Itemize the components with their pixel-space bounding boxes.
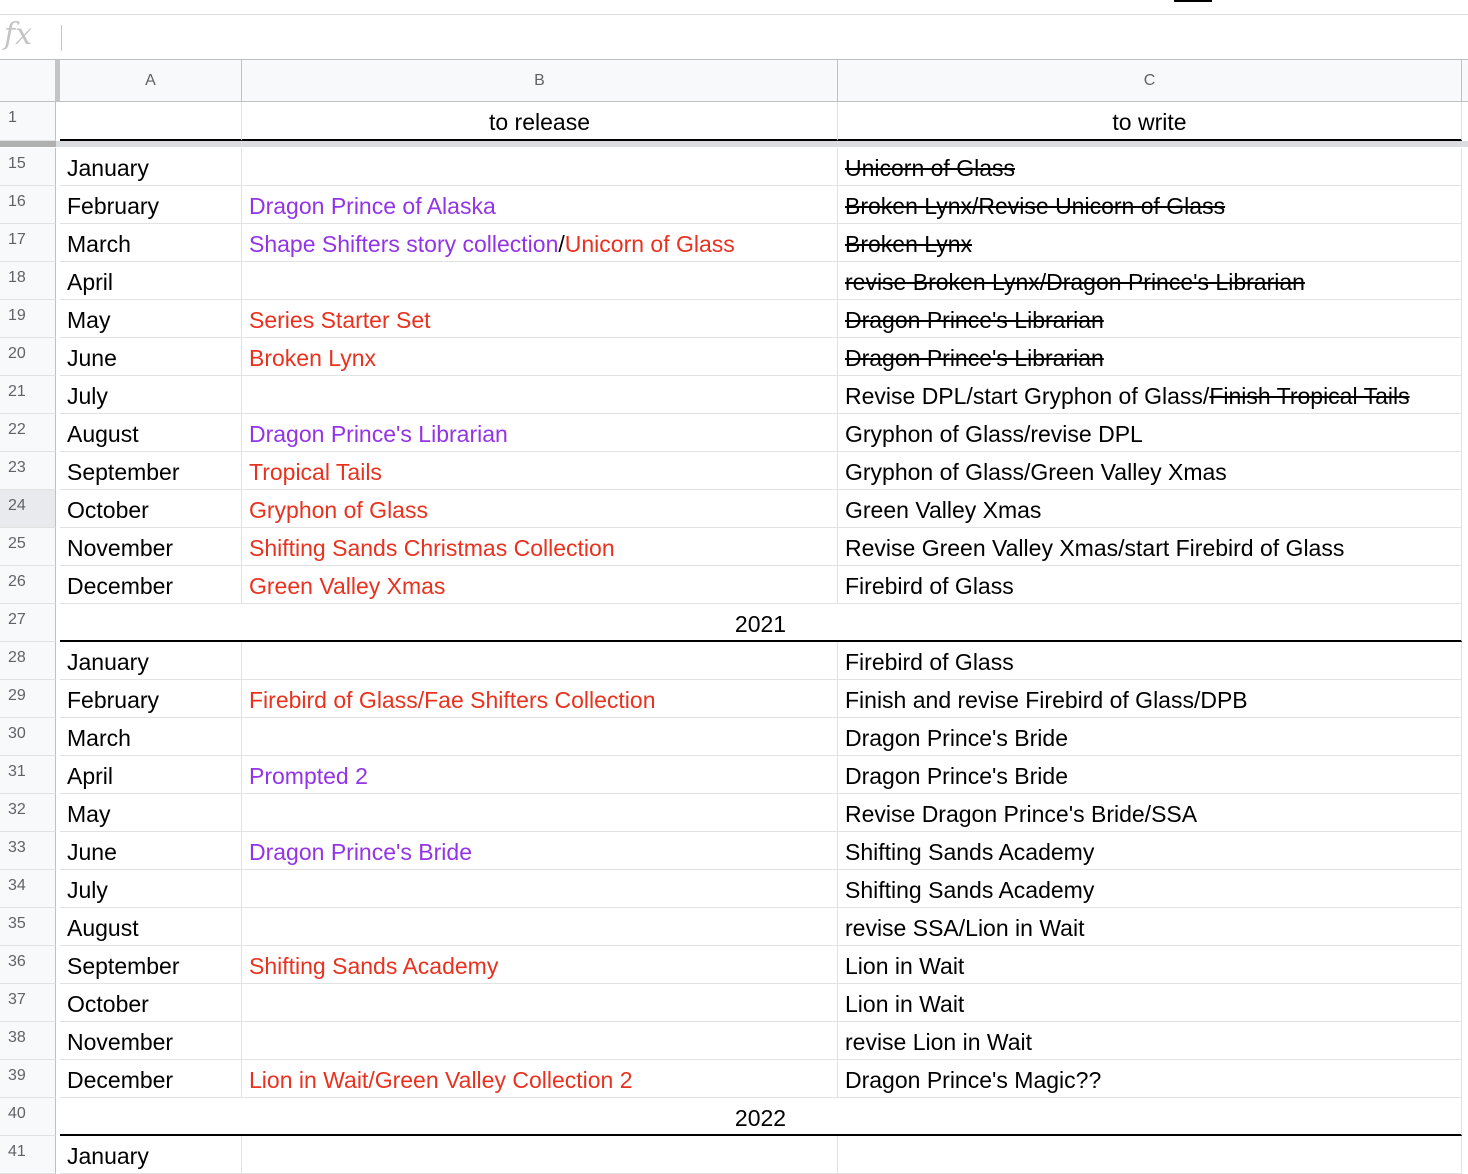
row-number-label: 26 (8, 573, 26, 590)
write-cell[interactable] (838, 984, 1462, 1022)
column-header-a[interactable]: A (60, 60, 242, 101)
row-number[interactable] (0, 1022, 56, 1060)
cell-text: July (67, 383, 108, 409)
write-cell[interactable] (838, 414, 1462, 452)
release-cell[interactable] (242, 718, 838, 756)
cell-text-run: Unicorn of Glass (564, 231, 735, 257)
release-cell[interactable] (242, 528, 838, 566)
write-cell[interactable] (838, 718, 1462, 756)
release-cell[interactable] (242, 832, 838, 870)
cell-text-run: revise SSA/Lion in Wait (845, 915, 1085, 941)
month-cell[interactable] (60, 376, 242, 414)
cell-text: October (67, 991, 149, 1017)
write-cell[interactable] (838, 262, 1462, 300)
cell-text-run: Green Valley Xmas (845, 497, 1042, 523)
cell-text-run: Dragon Prince of Alaska (249, 193, 496, 219)
cell-text-run: Tropical Tails (249, 459, 382, 485)
cell-text: to write (1112, 109, 1187, 135)
row-number[interactable] (0, 794, 56, 832)
row-number-label: 17 (8, 231, 26, 248)
row-number-label: 16 (8, 193, 26, 210)
row-number[interactable] (0, 870, 56, 908)
write-cell[interactable] (838, 1136, 1462, 1174)
row-number-label: 41 (8, 1143, 26, 1160)
top-toolbar-strip (0, 0, 1468, 15)
cell-text-run: Broken Lynx/Revise Unicorn of Glass (845, 193, 1226, 219)
cell-text-run: Dragon Prince's Magic?? (845, 1067, 1102, 1093)
release-cell[interactable] (242, 300, 838, 338)
write-cell[interactable] (838, 490, 1462, 528)
month-cell[interactable] (60, 1060, 242, 1098)
frozen-divider-handle[interactable] (0, 141, 56, 147)
year-divider-cell[interactable] (60, 1098, 1462, 1136)
column-header-c[interactable]: C (838, 60, 1462, 101)
row-number[interactable] (0, 642, 56, 680)
cell-text: September (67, 953, 180, 979)
row-number[interactable] (0, 300, 56, 338)
cell-text: January (67, 1143, 149, 1169)
row-number-label: 37 (8, 991, 26, 1008)
row-number[interactable] (0, 604, 56, 642)
cell-text: January (67, 649, 149, 675)
row-number-label: 35 (8, 915, 26, 932)
cell-text: November (67, 1029, 174, 1055)
write-cell[interactable] (838, 870, 1462, 908)
row-number-label: 23 (8, 459, 26, 476)
row-number-label: 40 (8, 1105, 26, 1122)
cell-text-run: Lion in Wait/Green Valley Collection 2 (249, 1067, 633, 1093)
row-number-label: 29 (8, 687, 26, 704)
cell-text-run: Dragon Prince's Bride (845, 725, 1068, 751)
row-number[interactable] (0, 490, 56, 528)
write-cell[interactable] (838, 832, 1462, 870)
release-cell[interactable] (242, 338, 838, 376)
row-number-label: 33 (8, 839, 26, 856)
row-number[interactable] (0, 566, 56, 604)
row-number-label: 18 (8, 269, 26, 286)
cell-text: December (67, 1067, 174, 1093)
year-label: 2022 (734, 1105, 787, 1131)
row-number[interactable] (0, 414, 56, 452)
month-cell[interactable] (60, 642, 242, 680)
cell-text-run: Finish Tropical Tails (1209, 383, 1410, 409)
month-cell[interactable] (60, 490, 242, 528)
formula-input[interactable] (72, 21, 1452, 53)
release-cell[interactable] (242, 224, 838, 262)
row-number-label: 24 (8, 497, 26, 514)
release-cell[interactable] (242, 566, 838, 604)
write-cell[interactable] (838, 756, 1462, 794)
release-cell[interactable] (242, 1060, 838, 1098)
write-cell[interactable] (838, 186, 1462, 224)
month-cell[interactable] (60, 794, 242, 832)
row-number[interactable] (0, 832, 56, 870)
write-cell[interactable] (838, 566, 1462, 604)
row-number[interactable] (0, 756, 56, 794)
row-number-label: 39 (8, 1067, 26, 1084)
cell-text: April (67, 763, 114, 789)
cell-text-run: Revise DPL/start Gryphon of Glass/ (845, 383, 1210, 409)
frozen-row-divider[interactable] (0, 141, 1468, 147)
row-number[interactable] (0, 1098, 56, 1136)
write-cell[interactable] (838, 300, 1462, 338)
cell-text-run: Prompted 2 (249, 763, 368, 789)
cell-text: November (67, 535, 174, 561)
cell-text-run: Firebird of Glass (845, 649, 1014, 675)
month-cell[interactable] (60, 338, 242, 376)
cell-text-run: Gryphon of Glass (249, 497, 428, 523)
header-cell-a[interactable] (60, 102, 242, 141)
release-cell[interactable] (242, 414, 838, 452)
row-number-label: 20 (8, 345, 26, 362)
write-cell[interactable] (838, 338, 1462, 376)
month-cell[interactable] (60, 908, 242, 946)
write-cell[interactable] (838, 680, 1462, 718)
row-number-label: 28 (8, 649, 26, 666)
header-cell-to-write[interactable] (838, 102, 1462, 141)
row-number-label: 27 (8, 611, 26, 628)
row-number[interactable] (0, 984, 56, 1022)
row-number[interactable] (0, 528, 56, 566)
row-number-label: 36 (8, 953, 26, 970)
row-number[interactable] (0, 908, 56, 946)
cell-text: to release (488, 109, 590, 135)
cell-text-run: revise Broken Lynx/Dragon Prince's Librarian (845, 269, 1305, 295)
month-cell[interactable] (60, 756, 242, 794)
release-cell[interactable] (242, 452, 838, 490)
cell-text: August (67, 915, 139, 941)
cell-text: February (67, 193, 160, 219)
cell-text-run: Revise Green Valley Xmas/start Firebird of Glass (845, 535, 1345, 561)
write-cell[interactable] (838, 452, 1462, 490)
release-cell[interactable] (242, 946, 838, 984)
cell-text-run: Finish and revise Firebird of Glass/DPB (845, 687, 1248, 713)
cell-text: May (67, 307, 111, 333)
cell-text-run: Gryphon of Glass/Green Valley Xmas (845, 459, 1227, 485)
row-number-label: 19 (8, 307, 26, 324)
release-cell[interactable] (242, 148, 838, 186)
release-cell[interactable] (242, 1136, 838, 1174)
cell-text-run: Dragon Prince's Bride (249, 839, 472, 865)
cell-text-run: / (558, 231, 565, 257)
release-cell[interactable] (242, 642, 838, 680)
cell-text-run: Lion in Wait (845, 991, 965, 1017)
write-cell[interactable] (838, 224, 1462, 262)
row-number-label: 25 (8, 535, 26, 552)
release-cell[interactable] (242, 376, 838, 414)
month-cell[interactable] (60, 262, 242, 300)
month-cell[interactable] (60, 946, 242, 984)
row-number[interactable] (0, 1060, 56, 1098)
row-number-label: 15 (8, 155, 26, 172)
month-cell[interactable] (60, 1136, 242, 1174)
cell-text-run: Lion in Wait (845, 953, 965, 979)
month-cell[interactable] (60, 718, 242, 756)
cell-text: August (67, 421, 139, 447)
cell-text-run: Unicorn of Glass (845, 155, 1016, 181)
write-cell[interactable] (838, 908, 1462, 946)
row-number-label: 30 (8, 725, 26, 742)
month-cell[interactable] (60, 984, 242, 1022)
row-number[interactable] (0, 224, 56, 262)
row-number-label: 38 (8, 1029, 26, 1046)
row-number[interactable] (0, 338, 56, 376)
year-label: 2021 (734, 611, 787, 637)
formula-bar (0, 15, 1468, 60)
cell-text: September (67, 459, 180, 485)
cell-text: June (67, 345, 117, 371)
release-cell[interactable] (242, 186, 838, 224)
cell-text-run: Shifting Sands Academy (249, 953, 499, 979)
cell-text: December (67, 573, 174, 599)
formula-bar-divider (61, 25, 62, 51)
write-cell[interactable] (838, 946, 1462, 984)
column-header-row (0, 60, 1468, 102)
release-cell[interactable] (242, 1022, 838, 1060)
month-cell[interactable] (60, 1022, 242, 1060)
cell-text-run: Shifting Sands Academy (845, 877, 1095, 903)
write-cell[interactable] (838, 642, 1462, 680)
select-all-corner[interactable] (0, 60, 60, 101)
row-number[interactable] (0, 452, 56, 490)
cell-text-run: Dragon Prince's Librarian (249, 421, 508, 447)
write-cell[interactable] (838, 148, 1462, 186)
write-cell[interactable] (838, 528, 1462, 566)
release-cell[interactable] (242, 490, 838, 528)
month-cell[interactable] (60, 186, 242, 224)
write-cell[interactable] (838, 794, 1462, 832)
release-cell[interactable] (242, 756, 838, 794)
release-cell[interactable] (242, 984, 838, 1022)
cell-text: March (67, 231, 131, 257)
row-number[interactable] (0, 718, 56, 756)
row-number-label: 1 (8, 109, 17, 126)
cell-text-run: Broken Lynx (845, 231, 972, 257)
cell-text-run: Dragon Prince's Bride (845, 763, 1068, 789)
write-cell[interactable] (838, 376, 1462, 414)
cell-text-run: Broken Lynx (249, 345, 376, 371)
cell-text-run: Green Valley Xmas (249, 573, 446, 599)
column-header-b[interactable]: B (242, 60, 838, 101)
row-number[interactable] (0, 1136, 56, 1174)
release-cell[interactable] (242, 680, 838, 718)
cell-text: April (67, 269, 114, 295)
cell-text-run: Revise Dragon Prince's Bride/SSA (845, 801, 1198, 827)
release-cell[interactable] (242, 908, 838, 946)
row-number[interactable] (0, 946, 56, 984)
cell-text-run: Dragon Prince's Librarian (845, 345, 1104, 371)
cell-text-run: Gryphon of Glass/revise DPL (845, 421, 1143, 447)
cell-text-run: Firebird of Glass/Fae Shifters Collection (249, 687, 656, 713)
row-number-label: 22 (8, 421, 26, 438)
cell-text-run: revise Lion in Wait (845, 1029, 1033, 1055)
month-cell[interactable] (60, 452, 242, 490)
toolbar-indicator (1174, 0, 1212, 2)
month-cell[interactable] (60, 870, 242, 908)
month-cell[interactable] (60, 680, 242, 718)
month-cell[interactable] (60, 528, 242, 566)
cell-text-run: Shape Shifters story collection (249, 231, 559, 257)
release-cell[interactable] (242, 870, 838, 908)
write-cell[interactable] (838, 1022, 1462, 1060)
cell-text-run: Dragon Prince's Librarian (845, 307, 1104, 333)
cell-text: February (67, 687, 160, 713)
cell-text: July (67, 877, 108, 903)
row-number[interactable] (0, 376, 56, 414)
row-number[interactable] (0, 186, 56, 224)
row-number[interactable] (0, 148, 56, 186)
month-cell[interactable] (60, 224, 242, 262)
row-number[interactable] (0, 680, 56, 718)
cell-text-run: Series Starter Set (249, 307, 431, 333)
month-cell[interactable] (60, 148, 242, 186)
cell-text: March (67, 725, 131, 751)
month-cell[interactable] (60, 566, 242, 604)
row-number-label: 32 (8, 801, 26, 818)
fx-icon: fx (4, 17, 33, 52)
cell-text: October (67, 497, 149, 523)
write-cell[interactable] (838, 1060, 1462, 1098)
release-cell[interactable] (242, 794, 838, 832)
cell-text-run: Firebird of Glass (845, 573, 1014, 599)
month-cell[interactable] (60, 414, 242, 452)
cell-text: January (67, 155, 149, 181)
row-number-label: 31 (8, 763, 26, 780)
cell-text-run: Shifting Sands Academy (845, 839, 1095, 865)
month-cell[interactable] (60, 300, 242, 338)
year-divider-cell[interactable] (60, 604, 1462, 642)
cell-text: May (67, 801, 111, 827)
row-number-label: 34 (8, 877, 26, 894)
release-cell[interactable] (242, 262, 838, 300)
row-number[interactable] (0, 262, 56, 300)
header-cell-to-release[interactable] (242, 102, 838, 141)
month-cell[interactable] (60, 832, 242, 870)
cell-text: June (67, 839, 117, 865)
cell-text-run: Shifting Sands Christmas Collection (249, 535, 615, 561)
row-number[interactable] (0, 102, 56, 141)
row-number-label: 21 (8, 383, 26, 400)
